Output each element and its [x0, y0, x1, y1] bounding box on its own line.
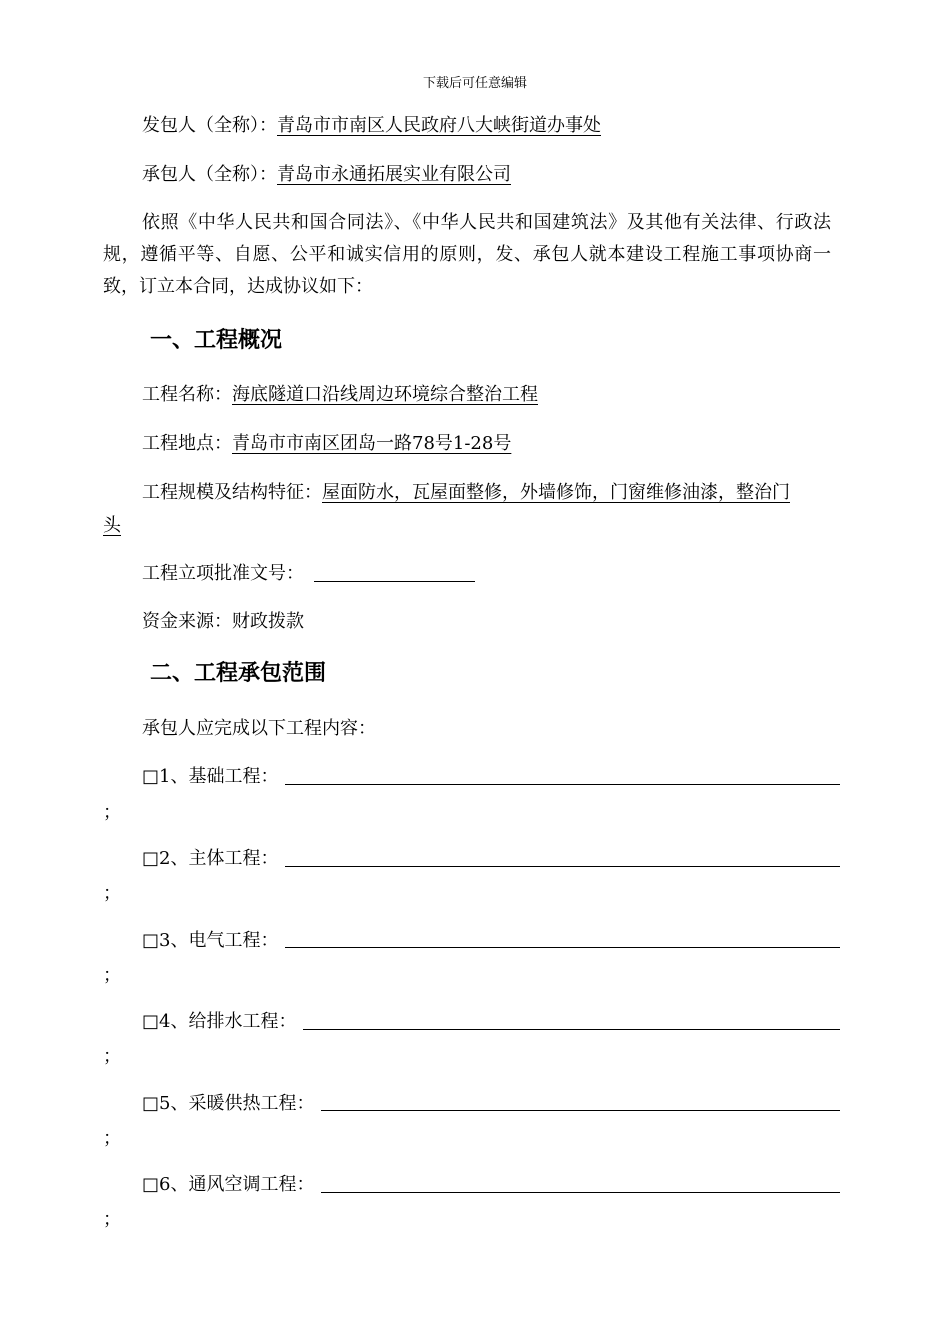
employer-value: 青岛市市南区人民政府八大峡街道办事处 — [277, 115, 601, 136]
scope-item-electrical — [142, 929, 278, 953]
scope-item-suffix: ； — [103, 883, 121, 904]
contractor-label: 承包人（全称）： — [142, 164, 277, 185]
scope-item-label: □2、主体工程： — [142, 848, 279, 869]
scope-item-heating — [142, 1092, 314, 1116]
scope-item-suffix: ； — [103, 1128, 121, 1149]
scope-item-structure — [142, 847, 278, 871]
scope-item-suffix: ； — [103, 802, 121, 823]
project-location-label: 工程地点： — [142, 433, 232, 454]
scope-item-blank[interactable] — [285, 866, 840, 867]
project-name-line — [142, 383, 538, 407]
scope-item-blank[interactable] — [285, 947, 840, 948]
project-scale-value: 屋面防水，瓦屋面整修，外墙修饰，门窗维修油漆，整治门 — [322, 482, 790, 503]
scope-item-foundation — [142, 765, 278, 789]
scope-item-hvac — [142, 1173, 314, 1197]
scope-item-suffix: ； — [103, 965, 121, 986]
preamble-paragraph: 依照《中华人民共和国合同法》、《中华人民共和国建筑法》及其他有关法律、行政法规，遵循平等、自愿、公平和诚实信用的原则，发、承包人就本建设工程施工事项协商一致，订立本合同，达成协议如下： — [103, 212, 831, 297]
scope-item-label: □3、电气工程： — [142, 930, 279, 951]
approval-number-line — [142, 562, 304, 586]
contractor-value: 青岛市永通拓展实业有限公司 — [277, 164, 511, 185]
scope-item-blank[interactable] — [285, 784, 840, 785]
scope-item-label: □5、采暖供热工程： — [142, 1093, 315, 1114]
scope-item-suffix: ； — [103, 1209, 121, 1230]
contractor-line — [142, 163, 511, 187]
project-scale-value-end: 头 — [103, 515, 121, 536]
download-note: 下载后可任意编辑 — [422, 76, 527, 91]
project-scale-line — [142, 481, 790, 505]
funding-label: 资金来源： — [142, 611, 232, 632]
project-location-line — [142, 432, 511, 456]
project-name-value: 海底隧道口沿线周边环境综合整治工程 — [232, 384, 538, 405]
scope-item-plumbing — [142, 1010, 296, 1034]
scope-item-label: □1、基础工程： — [142, 766, 279, 787]
scope-item-blank[interactable] — [321, 1110, 840, 1111]
approval-number-label: 工程立项批准文号： — [142, 563, 304, 584]
funding-line — [142, 610, 304, 634]
project-scale-continuation — [103, 514, 121, 538]
approval-number-blank[interactable] — [314, 581, 475, 582]
project-scale-label: 工程规模及结构特征： — [142, 482, 322, 503]
scope-intro: 承包人应完成以下工程内容： — [142, 718, 376, 739]
scope-item-label: □6、通风空调工程： — [142, 1174, 315, 1195]
scope-item-label: □4、给排水工程： — [142, 1011, 297, 1032]
scope-item-blank[interactable] — [303, 1029, 840, 1030]
project-name-label: 工程名称： — [142, 384, 232, 405]
section-heading-scope: 二、工程承包范围 — [150, 661, 327, 686]
employer-label: 发包人（全称）： — [142, 115, 277, 136]
project-location-value: 青岛市市南区团岛一路78号1-28号 — [232, 433, 512, 454]
section-heading-overview: 一、工程概况 — [150, 328, 283, 353]
scope-item-suffix: ； — [103, 1046, 121, 1067]
funding-value: 财政拨款 — [232, 611, 304, 632]
employer-line — [142, 114, 601, 138]
scope-item-blank[interactable] — [321, 1192, 840, 1193]
